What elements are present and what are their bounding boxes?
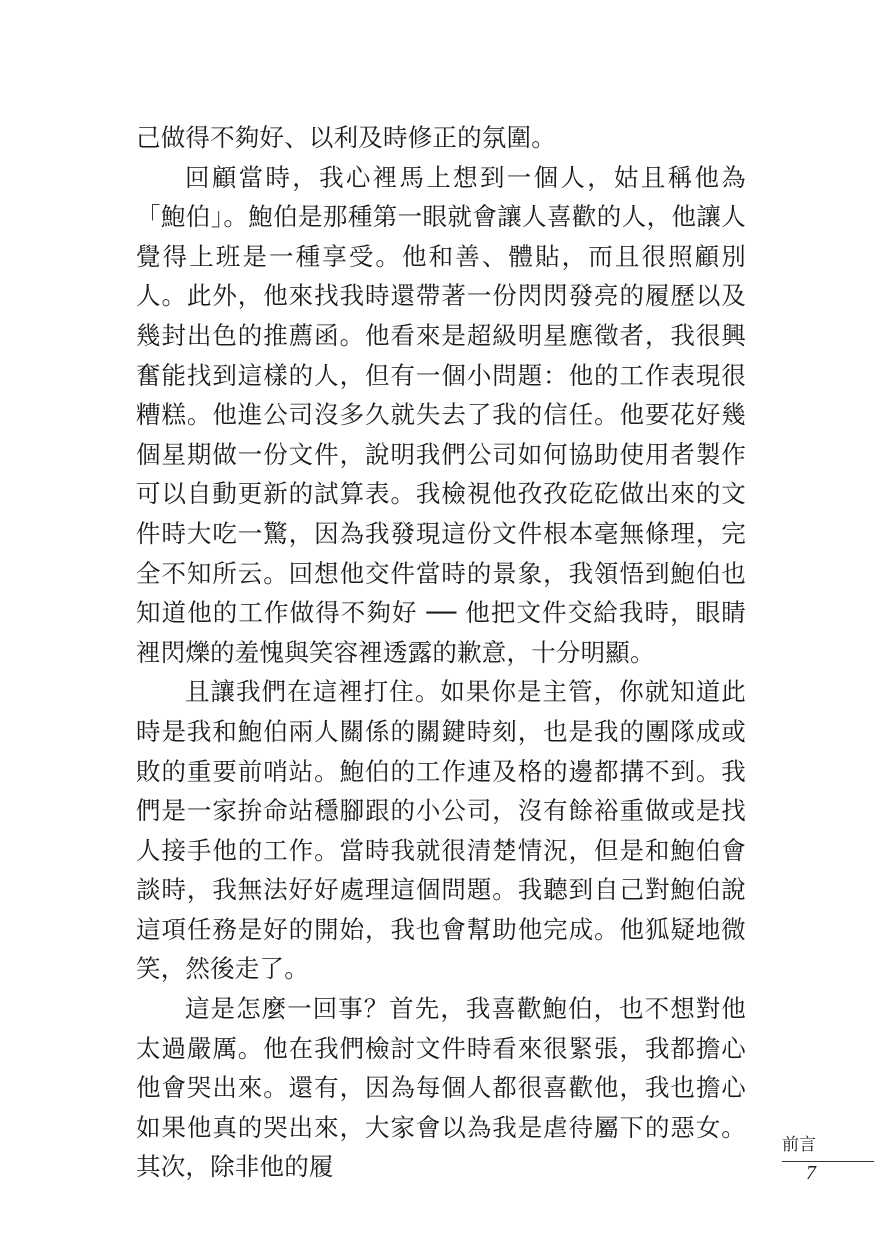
page-number: 7 [806, 1162, 816, 1184]
paragraph: 回顧當時，我心裡馬上想到一個人，姑且稱他為「鮑伯」。鮑伯是那種第一眼就會讓人喜歡的人，他讓人覺得上班是一種享受。他和善、體貼，而且很照顧別人。此外，他來找我時還帶著一份閃閃發亮的履歷以及幾封出色的推薦函。他看來是超級明星應徵者，我很興奮能找到這樣的人，但有一個小問題：他的工作表現很糟糕。他進公司沒多久就失去了我的信任。他要花好幾個星期做一份文件，說明我們公司如何協助使用者製作可以自動更新的試算表。我檢視他孜孜矻矻做出來的文件時大吃一驚，因為我發現這份文件根本毫無條理，完全不知所云。回想他交件當時的景象，我領悟到鮑伯也知道他的工作做得不夠好 ── 他把文件交給我時，眼睛裡閃爍的羞愧與笑容裡透露的歉意，十分明顯。 [136, 162, 746, 667]
paragraph: 且讓我們在這裡打住。如果你是主管，你就知道此時是我和鮑伯兩人關係的關鍵時刻，也是我的團隊成或敗的重要前哨站。鮑伯的工作連及格的邊都搆不到。我們是一家拚命站穩腳跟的小公司，沒有餘裕重做或是找人接手他的工作。當時我就很清楚情況，但是和鮑伯會談時，我無法好好處理這個問題。我聽到自己對鮑伯說這項任務是好的開始，我也會幫助他完成。他狐疑地微笑，然後走了。 [136, 677, 746, 984]
paragraph: 這是怎麼一回事？首先，我喜歡鮑伯，也不想對他太過嚴厲。他在我們檢討文件時看來很緊張，我都擔心他會哭出來。還有，因為每個人都很喜歡他，我也擔心如果他真的哭出來，大家會以為我是虐待屬下的惡女。其次，除非他的履 [136, 994, 746, 1182]
paragraph-continuation: 己做得不夠好、以利及時修正的氛圍。 [136, 123, 556, 152]
section-title: 前言 [782, 1130, 874, 1162]
running-footer [782, 1130, 874, 1162]
body-text [136, 118, 746, 1187]
